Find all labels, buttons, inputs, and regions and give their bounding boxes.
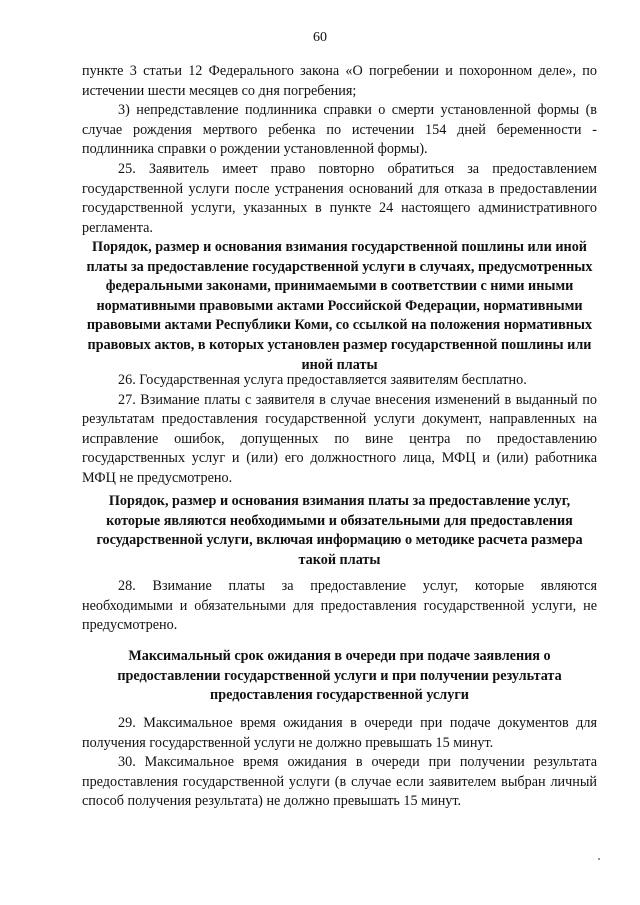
section-heading-waiting: Максимальный срок ожидания в очереди при подаче заявления о предоставлении государственной услуги и при получении результата предоставления государственной услуги [117,648,562,704]
paragraph-item-3: 3) непредставление подлинника справки о смерти установленной формы (в случае рождения мертвого ребенка по истечении 154 дней беременности - подлинника справки о рождении установленной формы). [82,102,597,158]
section-waiting-body [82,714,597,812]
paragraph-26: 26. Государственная услуга предоставляется заявителям бесплатно. [118,372,527,388]
paragraph-27: 27. Взимание платы с заявителя в случае внесения изменений в выданный по результатам предоставления государственной услуги документ, направленных на исправление ошибок, допущенных по вине центра по предоставлению государственных услуг и (или) его должностного лица, МФЦ и (или) работника МФЦ не предусмотрено. [82,391,597,486]
section-fee-heading-block [82,238,597,375]
intro-block [82,62,597,238]
paragraph-30: 30. Максимальное время ожидания в очереди при получении результата предоставления государственной услуги (в случае если заявителем выбран личный способ получения результата) не должно превышать 15 минут. [82,754,597,810]
section-waiting-heading-block [82,647,597,706]
paragraph-29: 29. Максимальное время ожидания в очереди при подаче документов для получения государственной услуги не должно превышать 15 минут. [82,715,597,751]
section-services-heading-block [82,492,597,570]
page-number: 60 [313,30,327,45]
paragraph-continuation: пункте 3 статьи 12 Федерального закона «О погребении и похоронном деле», по истечении шести месяцев со дня погребения; [82,63,597,99]
section-fee-body [82,371,597,489]
section-heading-services-fee: Порядок, размер и основания взимания платы за предоставление услуг, которые являются необходимыми и обязательными для предоставления государственной услуги, включая информацию о методике расчета размера такой платы [96,493,583,568]
paragraph-28: 28. Взимание платы за предоставление услуг, которые являются необходимыми и обязательными для предоставления государственной услуги, не предусмотрено. [82,578,597,634]
paragraph-25: 25. Заявитель имеет право повторно обратиться за предоставлением государственной услуги после устранения оснований для отказа в предоставлении государственной услуги, указанных в пункте 24 настоящего административного регламента. [82,160,597,236]
section-heading-fee: Порядок, размер и основания взимания государственной пошлины или иной платы за предоставление государственной услуги в случаях, предусмотренных федеральными законами, принимаемыми в соответствии с ними иными нормативными правовыми актами Российской Федерации, нормативными правовыми актами Республики Коми, со ссылкой на положения нормативных правовых актов, в которых установлен размер государственной пошлины или иной платы [86,239,593,373]
section-services-body [82,577,597,636]
scan-speck [598,858,600,860]
